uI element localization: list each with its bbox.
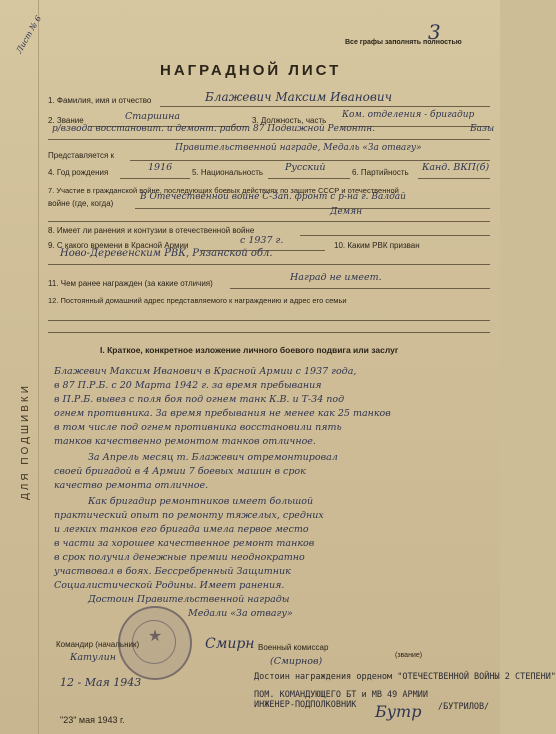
commander-label: Командир (начальник)	[56, 640, 140, 649]
field-4-value: 1916	[148, 162, 173, 173]
commander-signature: Катулин	[70, 652, 116, 663]
field-1-value: Блажевич Максим Иванович	[205, 90, 393, 104]
field-7-value: В Отечественной войне С-Зап. фронт с р-на г. Валдай	[140, 192, 406, 202]
field-7-label-2: войне (где, когда)	[48, 199, 114, 208]
field-3-value: Ком. отделения - бригадир	[342, 110, 475, 120]
commissar-label: Военный комиссар	[258, 643, 329, 652]
field-2-label: 2. Звание	[48, 116, 84, 125]
award-resolution-3: ИНЖЕНЕР-ПОДПОЛКОВНИК	[254, 700, 357, 710]
narrative-line: танков качественно ремонтом танков отличное.	[54, 436, 316, 447]
narrative-line: в срок получил денежные премии неоднократно	[54, 552, 305, 563]
field-9-label: 9. С какого времени в Красной Армии	[48, 241, 189, 250]
field-5-value: Русский	[285, 162, 326, 173]
top-right-mark: 3	[428, 20, 441, 44]
field-7-label: 7. Участие в гражданской войне, последующих боевых действиях по защите СССР и отечественной	[48, 186, 399, 195]
award-resolution-1: Достоин награждения орденом "ОТЕЧЕСТВЕННОЙ ВОЙНЫ 2 СТЕПЕНИ"	[254, 672, 556, 682]
narrative-line: в части за хорошее качественное ремонт танков	[54, 538, 315, 549]
field-6-value: Канд. ВКП(б)	[422, 162, 490, 173]
presented-value: Правительственной награде, Медаль «За отвагу»	[175, 143, 422, 153]
date-bottom: "23" мая 1943 г.	[60, 715, 125, 725]
narrative-line: практический опыт по ремонту тяжелых, средних	[54, 510, 324, 521]
commissar-value: (Смирнов)	[270, 656, 323, 667]
corner-note: Лист № 6	[14, 14, 44, 55]
field-3-label: 3. Должность, часть	[252, 116, 327, 125]
field-10-label: 10. Каким РВК призван	[334, 241, 420, 250]
narrative-line: в том числе под огнем противника восстановили пять	[54, 422, 342, 433]
field-6-label: 6. Партийность	[352, 168, 409, 177]
narrative-line: своей бригадой в 4 Армии 7 боевых машин в срок	[54, 466, 306, 477]
narrative-line: в 87 П.Р.Б. с 20 Марта 1942 г. за время пребывания	[54, 380, 322, 391]
section-1-title: I. Краткое, конкретное изложение личного боевого подвига или заслуг	[100, 345, 399, 355]
binding-margin-line	[38, 0, 39, 734]
narrative-line: Достоин Правительственной награды	[88, 594, 290, 605]
narrative-line: участвовал в боях. Бессребренный Защитник	[54, 566, 291, 577]
narrative-line: огнем противника. За время пребывания не менее как 25 танков	[54, 408, 391, 419]
narrative-line: За Апрель месяц т. Блажевич отремонтировал	[88, 452, 338, 463]
resolution-signature-name: /БУТРИЛОВ/	[438, 702, 490, 712]
field-3-value-cont2: Базы	[470, 124, 495, 134]
commissar-signature-mark: Смирн	[205, 636, 255, 652]
date-left: 12 - Мая 1943	[60, 676, 142, 689]
document-title: НАГРАДНОЙ ЛИСТ	[160, 62, 342, 79]
field-3-value-cont: р/взвода восстановит. и демонт. работ 87 Подвижной Ремонтн.	[52, 124, 376, 134]
fill-all-notice: Все графы заполнять полностью	[345, 39, 462, 46]
field-2-value: Старшина	[125, 111, 181, 122]
field-12-label: 12. Постоянный домашний адрес представляемого к награждению и адрес его семьи	[48, 296, 347, 305]
field-9-value: с 1937 г.	[240, 235, 284, 246]
field-10-value: Ново-Деревенским РВК, Рязанской обл.	[60, 248, 273, 259]
award-resolution-2: ПОМ. КОМАНДУЮЩЕГО БТ и МВ 49 АРМИИ	[254, 690, 428, 700]
narrative-line: качество ремонта отличное.	[54, 480, 209, 491]
field-1-label: 1. Фамилия, имя и отчество	[48, 96, 152, 105]
rank-label: (звание)	[395, 652, 423, 659]
star-icon: ★	[147, 626, 163, 645]
narrative-line: Блажевич Максим Иванович в Красной Армии с 1937 года,	[54, 366, 357, 377]
narrative-line: Как бригадир ремонтников имеет большой	[88, 496, 314, 507]
field-4-label: 4. Год рождения	[48, 168, 109, 177]
field-11-label: 11. Чем ранее награжден (за какие отличия)	[48, 279, 213, 288]
field-8-label: 8. Имеет ли ранения и контузии в отечественной войне	[48, 226, 255, 235]
field-5-label: 5. Национальность	[192, 168, 264, 177]
presented-label: Представляется к	[48, 151, 115, 160]
narrative-line: в П.Р.Б. вывез с поля боя под огнем танк К.В. и Т-34 под	[54, 394, 345, 405]
binding-label: ДЛЯ ПОДШИВКИ	[20, 383, 31, 500]
narrative-line: Социалистической Родины. Имеет ранения.	[54, 580, 285, 591]
narrative-line: Медали «За отвагу»	[188, 608, 293, 619]
field-11-value: Наград не имеет.	[290, 272, 382, 283]
field-7-value-2: Демян	[330, 207, 362, 217]
narrative-line: и легких танков его бригада имела первое место	[54, 524, 309, 535]
resolution-signature-mark: Бутр	[375, 702, 422, 721]
